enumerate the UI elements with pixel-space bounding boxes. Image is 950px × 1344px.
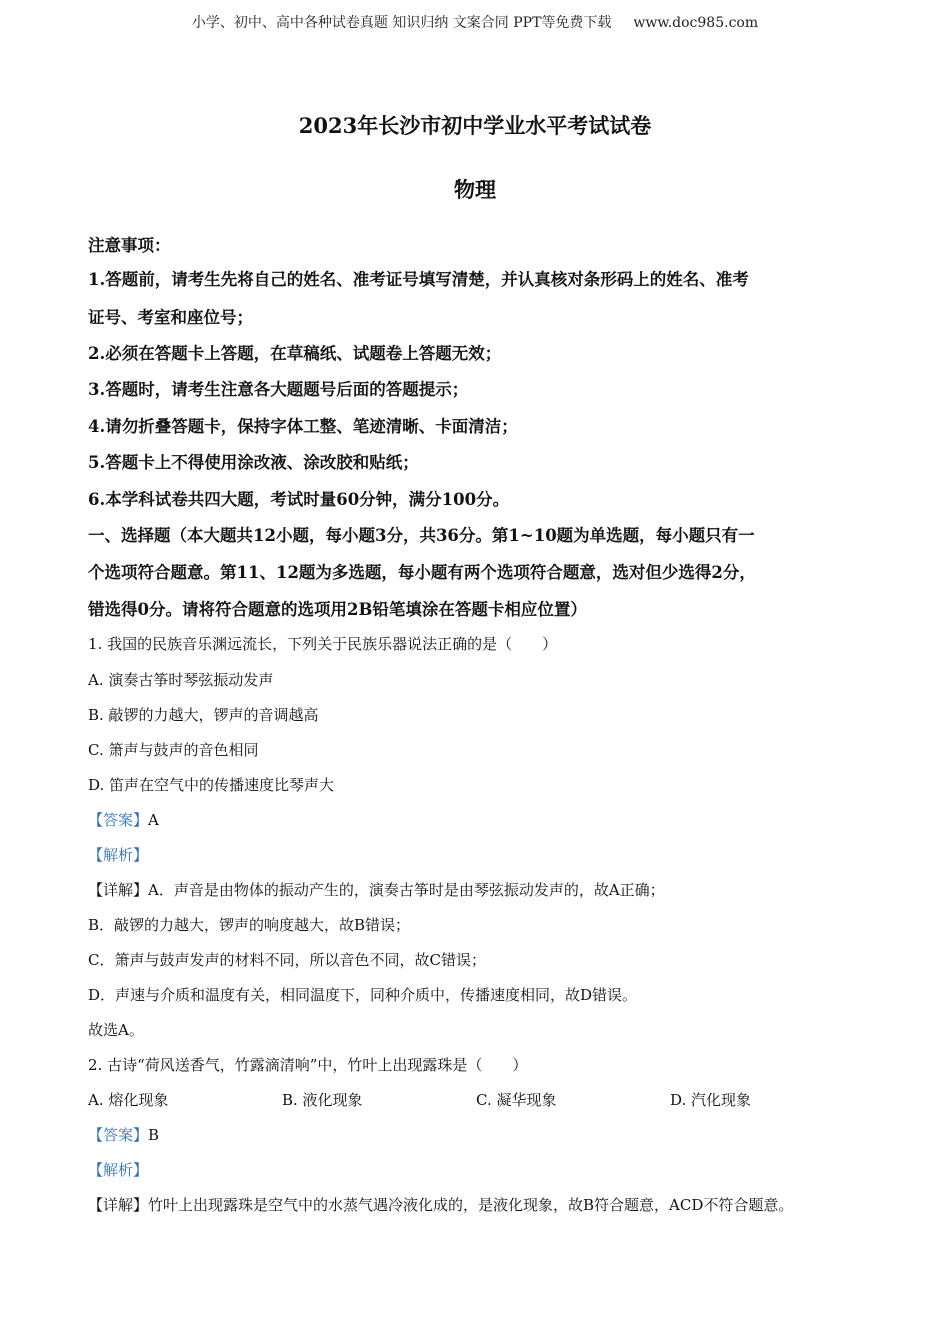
q2-analysis-tag: 【解析】 xyxy=(88,1161,149,1179)
section1-line-2: 个选项符合题意。第11、12题为多选题，每小题有两个选项符合题意，选对但少选得2分， xyxy=(88,563,756,582)
q1-detail-tag: 【详解】 xyxy=(88,881,149,899)
q1-option-d: D. 笛声在空气中的传播速度比琴声大 xyxy=(88,776,335,794)
notes-heading: 注意事项： xyxy=(88,236,171,255)
notes-item-3: 3.答题时，请考生注意各大题题号后面的答题提示； xyxy=(88,380,469,399)
q2-option-c: C. 凝华现象 xyxy=(476,1091,557,1109)
header-site-link[interactable]: www.doc985.com xyxy=(633,15,759,31)
q2-option-d: D. 汽化现象 xyxy=(670,1091,752,1109)
q2-stem: 2. 古诗“荷风送香气，竹露滴清响”中，竹叶上出现露珠是（ ） xyxy=(88,1056,528,1074)
q1-detail-b: B．敲锣的力越大，锣声的响度越大，故B错误； xyxy=(88,916,411,934)
q2-answer-value: B xyxy=(148,1126,160,1144)
header-tagline: 小学、初中、高中各种试卷真题 知识归纳 文案合同 PPT等免费下载 xyxy=(191,15,612,31)
q1-option-c: C. 箫声与鼓声的音色相同 xyxy=(88,741,259,759)
q2-option-b: B. 液化现象 xyxy=(282,1091,363,1109)
notes-item-4: 4.请勿折叠答题卡，保持字体工整、笔迹清晰、卡面清洁； xyxy=(88,417,518,436)
notes-item-2: 2.必须在答题卡上答题，在草稿纸、试题卷上答题无效； xyxy=(88,344,502,363)
section1-line-3: 错选得0分。请将符合题意的选项用2B铅笔填涂在答题卡相应位置） xyxy=(88,600,587,619)
q1-conclusion: 故选A。 xyxy=(88,1021,144,1039)
exam-title: 2023年长沙市初中学业水平考试试卷 xyxy=(298,113,652,138)
q2-detail-text: 竹叶上出现露珠是空气中的水蒸气遇冷液化成的，是液化现象，故B符合题意，ACD不符合题意。 xyxy=(148,1196,794,1214)
q1-answer xyxy=(88,809,159,830)
q1-option-a: A. 演奏古筝时琴弦振动发声 xyxy=(88,671,274,689)
q1-answer-tag: 【答案】 xyxy=(88,811,149,829)
q2-answer-tag: 【答案】 xyxy=(88,1126,149,1144)
q2-detail-tag: 【详解】 xyxy=(88,1196,149,1214)
notes-item-5: 5.答题卡上不得使用涂改液、涂改胶和贴纸； xyxy=(88,453,419,472)
q1-answer-value: A xyxy=(148,811,159,829)
notes-item-1b: 证号、考室和座位号； xyxy=(88,308,253,327)
q1-detail-d: D．声速与介质和温度有关，相同温度下，同种介质中，传播速度相同，故D错误。 xyxy=(88,986,638,1004)
notes-item-6: 6.本学科试卷共四大题，考试时量60分钟，满分100分。 xyxy=(88,490,510,509)
q1-stem: 1. 我国的民族音乐渊远流长，下列关于民族乐器说法正确的是（ ） xyxy=(88,635,558,653)
q1-detail-a xyxy=(88,879,665,900)
q1-analysis-tag: 【解析】 xyxy=(88,846,149,864)
page-header xyxy=(0,12,950,32)
q1-detail-c: C．箫声与鼓声发声的材料不同，所以音色不同，故C错误； xyxy=(88,951,486,969)
q2-answer xyxy=(88,1124,159,1145)
q2-detail xyxy=(88,1194,793,1215)
exam-subject: 物理 xyxy=(454,177,496,202)
q1-detail-a-text: A．声音是由物体的振动产生的，演奏古筝时是由琴弦振动发声的，故A正确； xyxy=(148,881,665,899)
section1-line-1: 一、选择题（本大题共12小题，每小题3分，共36分。第1~10题为单选题，每小题只有一 xyxy=(88,526,755,545)
q1-option-b: B. 敲锣的力越大，锣声的音调越高 xyxy=(88,706,319,724)
notes-item-1a: 1.答题前，请考生先将自己的姓名、准考证号填写清楚，并认真核对条形码上的姓名、准考 xyxy=(88,270,749,289)
q2-option-a: A. 熔化现象 xyxy=(88,1091,169,1109)
